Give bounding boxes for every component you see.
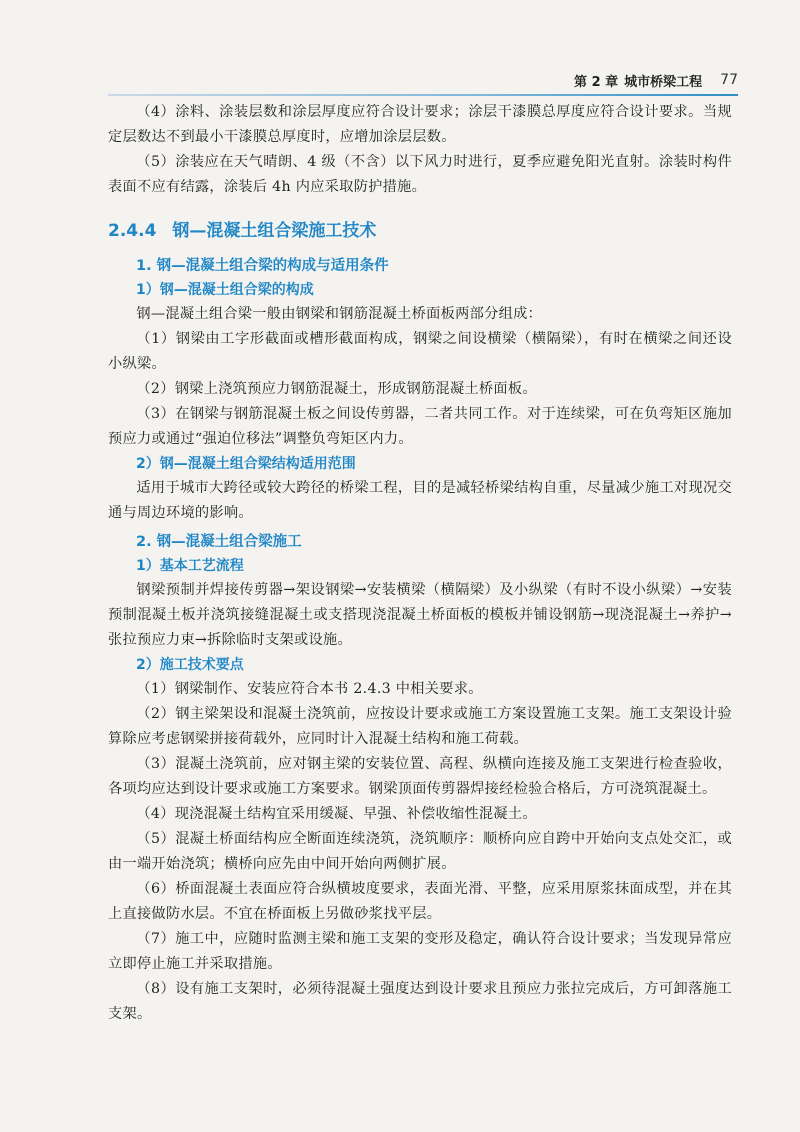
page-content <box>108 100 732 1027</box>
header-chapter: 第 2 章 <box>574 74 619 90</box>
header-rule <box>108 94 738 96</box>
subpart-heading: 2）钢—混凝土组合梁结构适用范围 <box>136 456 356 472</box>
header-chapter-title: 城市桥梁工程 <box>624 74 703 90</box>
paragraph: （4）现浇混凝土结构宜采用缓凝、早强、补偿收缩性混凝土。 <box>136 806 537 822</box>
paragraph: （3）在钢梁与钢筋混凝土板之间设传剪器，二者共同工作。对于连续梁，可在负弯矩区施加预应力或通过“强迫位移法”调整负弯矩区内力。 <box>108 406 732 447</box>
paragraph: （3）混凝土浇筑前，应对钢主梁的安装位置、高程、纵横向连接及施工支架进行检查验收，各项均应达到设计要求或施工方案要求。钢梁顶面传剪器焊接经检验合格后，方可浇筑混凝土。 <box>108 756 732 797</box>
running-header <box>108 66 738 94</box>
paragraph: （1）钢梁制作、安装应符合本书 2.4.3 中相关要求。 <box>136 681 483 697</box>
paragraph: （2）钢梁上浇筑预应力钢筋混凝土，形成钢筋混凝土桥面板。 <box>136 381 537 397</box>
part-heading: 1. 钢—混凝土组合梁的构成与适用条件 <box>136 258 389 274</box>
page-number: 77 <box>720 72 738 88</box>
paragraph: （5）涂装应在天气晴朗、4 级（不含）以下风力时进行，夏季应避免阳光直射。涂装时构件表面不应有结露，涂装后 4h 内应采取防护措施。 <box>108 154 732 195</box>
section-number: 2.4.4 <box>108 221 157 241</box>
subpart-heading: 1）基本工艺流程 <box>136 558 244 574</box>
paragraph: 钢梁预制并焊接传剪器→架设钢梁→安装横梁（横隔梁）及小纵梁（有时不设小纵梁）→安装预制混凝土板并浇筑接缝混凝土或支搭现浇混凝土桥面板的模板并铺设钢筋→现浇混凝土→养护→张拉预应力束→拆除临时支架或设施。 <box>108 582 732 648</box>
section-title: 钢—混凝土组合梁施工技术 <box>172 221 377 241</box>
paragraph: 适用于城市大跨径或较大跨径的桥梁工程，目的是减轻桥梁结构自重，尽量减少施工对现况交通与周边环境的影响。 <box>108 480 732 521</box>
paragraph: （1）钢梁由工字形截面或槽形截面构成，钢梁之间设横梁（横隔梁），有时在横梁之间还设小纵梁。 <box>108 331 732 372</box>
subpart-heading: 2）施工技术要点 <box>136 657 244 673</box>
paragraph: （5）混凝土桥面结构应全断面连续浇筑，浇筑顺序：顺桥向应自跨中开始向支点处交汇，或由一端开始浇筑；横桥向应先由中间开始向两侧扩展。 <box>108 831 732 872</box>
paragraph: （7）施工中，应随时监测主梁和施工支架的变形及稳定，确认符合设计要求；当发现异常应立即停止施工并采取措施。 <box>108 931 732 972</box>
paragraph: （8）设有施工支架时，必须待混凝土强度达到设计要求且预应力张拉完成后，方可卸落施工支架。 <box>108 981 732 1022</box>
section-heading <box>108 218 732 244</box>
subpart-heading: 1）钢—混凝土组合梁的构成 <box>136 282 314 298</box>
paragraph: 钢—混凝土组合梁一般由钢梁和钢筋混凝土桥面板两部分组成： <box>136 306 543 322</box>
part-heading: 2. 钢—混凝土组合梁施工 <box>136 534 302 550</box>
paragraph: （4）涂料、涂装层数和涂层厚度应符合设计要求；涂层干漆膜总厚度应符合设计要求。当规定层数达不到最小干漆膜总厚度时，应增加涂层层数。 <box>108 104 732 145</box>
paragraph: （2）钢主梁架设和混凝土浇筑前，应按设计要求或施工方案设置施工支架。施工支架设计验算除应考虑钢梁拼接荷载外，应同时计入混凝土结构和施工荷载。 <box>108 706 732 747</box>
paragraph: （6）桥面混凝土表面应符合纵横坡度要求，表面光滑、平整，应采用原浆抹面成型，并在其上直接做防水层。不宜在桥面板上另做砂浆找平层。 <box>108 881 732 922</box>
